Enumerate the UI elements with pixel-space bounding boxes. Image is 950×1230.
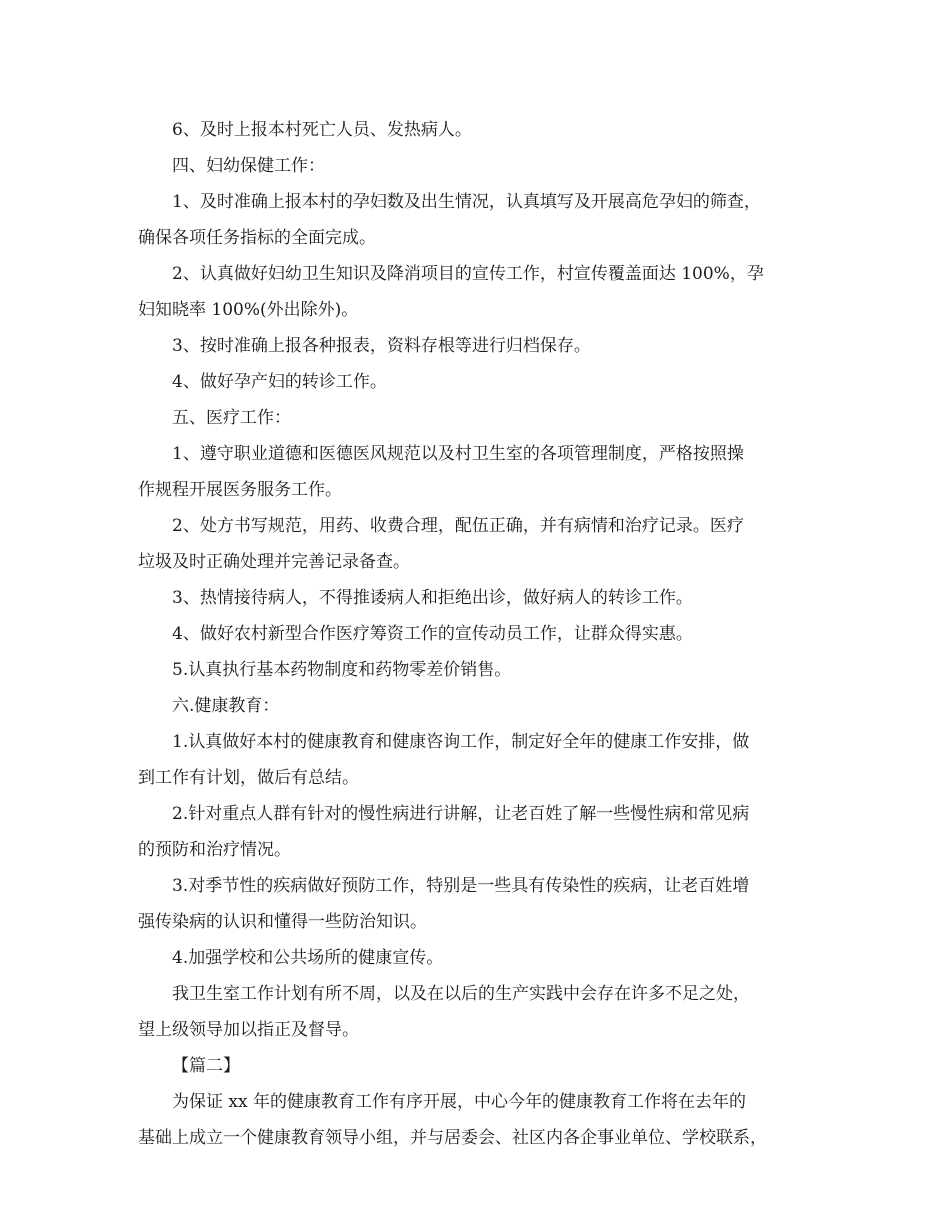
paragraph	[138, 652, 826, 688]
text-line: 确保各项任务指标的全面完成。	[138, 228, 376, 248]
text-line: 我卫生室工作计划有所不周，以及在以后的生产实践中会存在许多不足之处，	[172, 984, 750, 1004]
text-line: 1、及时准确上报本村的孕妇数及出生情况，认真填写及开展高危孕妇的筛查，	[172, 192, 761, 212]
paragraph	[138, 940, 826, 976]
paragraph	[138, 256, 826, 328]
paragraph	[138, 148, 826, 184]
paragraph	[138, 1084, 826, 1156]
text-line: 基础上成立一个健康教育领导小组，并与居委会、社区内各企事业单位、学校联系，	[138, 1128, 767, 1148]
paragraph	[138, 580, 826, 616]
text-line: 3、按时准确上报各种报表，资料存根等进行归档保存。	[172, 336, 591, 356]
text-line: 4、做好孕产妇的转诊工作。	[172, 372, 387, 392]
paragraph	[138, 436, 826, 508]
paragraph	[138, 976, 826, 1048]
text-line: 3、热情接待病人，不得推诿病人和拒绝出诊，做好病人的转诊工作。	[172, 588, 693, 608]
text-line: 四、妇幼保健工作：	[172, 156, 325, 176]
document-body	[138, 112, 826, 1156]
text-line: 1、遵守职业道德和医德医风规范以及村卫生室的各项管理制度，严格按照操	[172, 444, 744, 464]
text-line: 望上级领导加以指正及督导。	[138, 1020, 359, 1040]
paragraph	[138, 112, 826, 148]
text-line: 4.加强学校和公共场所的健康宣传。	[172, 948, 444, 968]
paragraph	[138, 508, 826, 580]
text-line: 6、及时上报本村死亡人员、发热病人。	[172, 120, 472, 140]
text-line: 为保证 xx 年的健康教育工作有序开展，中心今年的健康教育工作将在去年的	[172, 1092, 746, 1112]
text-line: 4、做好农村新型合作医疗筹资工作的宣传动员工作，让群众得实惠。	[172, 624, 693, 644]
paragraph	[138, 184, 826, 256]
text-line: 【篇二】	[172, 1056, 240, 1076]
paragraph	[138, 400, 826, 436]
paragraph	[138, 688, 826, 724]
text-line: 五、医疗工作：	[172, 408, 291, 428]
paragraph	[138, 328, 826, 364]
text-line: 2.针对重点人群有针对的慢性病进行讲解，让老百姓了解一些慢性病和常见病	[172, 804, 750, 824]
text-line: 2、处方书写规范，用药、收费合理，配伍正确，并有病情和治疗记录。医疗	[172, 516, 744, 536]
text-line: 2、认真做好妇幼卫生知识及降消项目的宣传工作，村宣传覆盖面达 100%，孕	[172, 264, 764, 284]
paragraph	[138, 616, 826, 652]
text-line: 妇知晓率 100%(外出除外)。	[138, 300, 359, 320]
paragraph	[138, 1048, 826, 1084]
text-line: 3.对季节性的疾病做好预防工作，特别是一些具有传染性的疾病，让老百姓增	[172, 876, 750, 896]
paragraph	[138, 796, 826, 868]
text-line: 作规程开展医务服务工作。	[138, 480, 342, 500]
paragraph	[138, 724, 826, 796]
text-line: 强传染病的认识和懂得一些防治知识。	[138, 912, 427, 932]
text-line: 垃圾及时正确处理并完善记录备查。	[138, 552, 410, 572]
text-line: 5.认真执行基本药物制度和药物零差价销售。	[172, 660, 512, 680]
text-line: 的预防和治疗情况。	[138, 840, 291, 860]
paragraph	[138, 364, 826, 400]
text-line: 1.认真做好本村的健康教育和健康咨询工作，制定好全年的健康工作安排，做	[172, 732, 750, 752]
paragraph	[138, 868, 826, 940]
text-line: 六.健康教育：	[172, 696, 280, 716]
text-line: 到工作有计划，做后有总结。	[138, 768, 359, 788]
